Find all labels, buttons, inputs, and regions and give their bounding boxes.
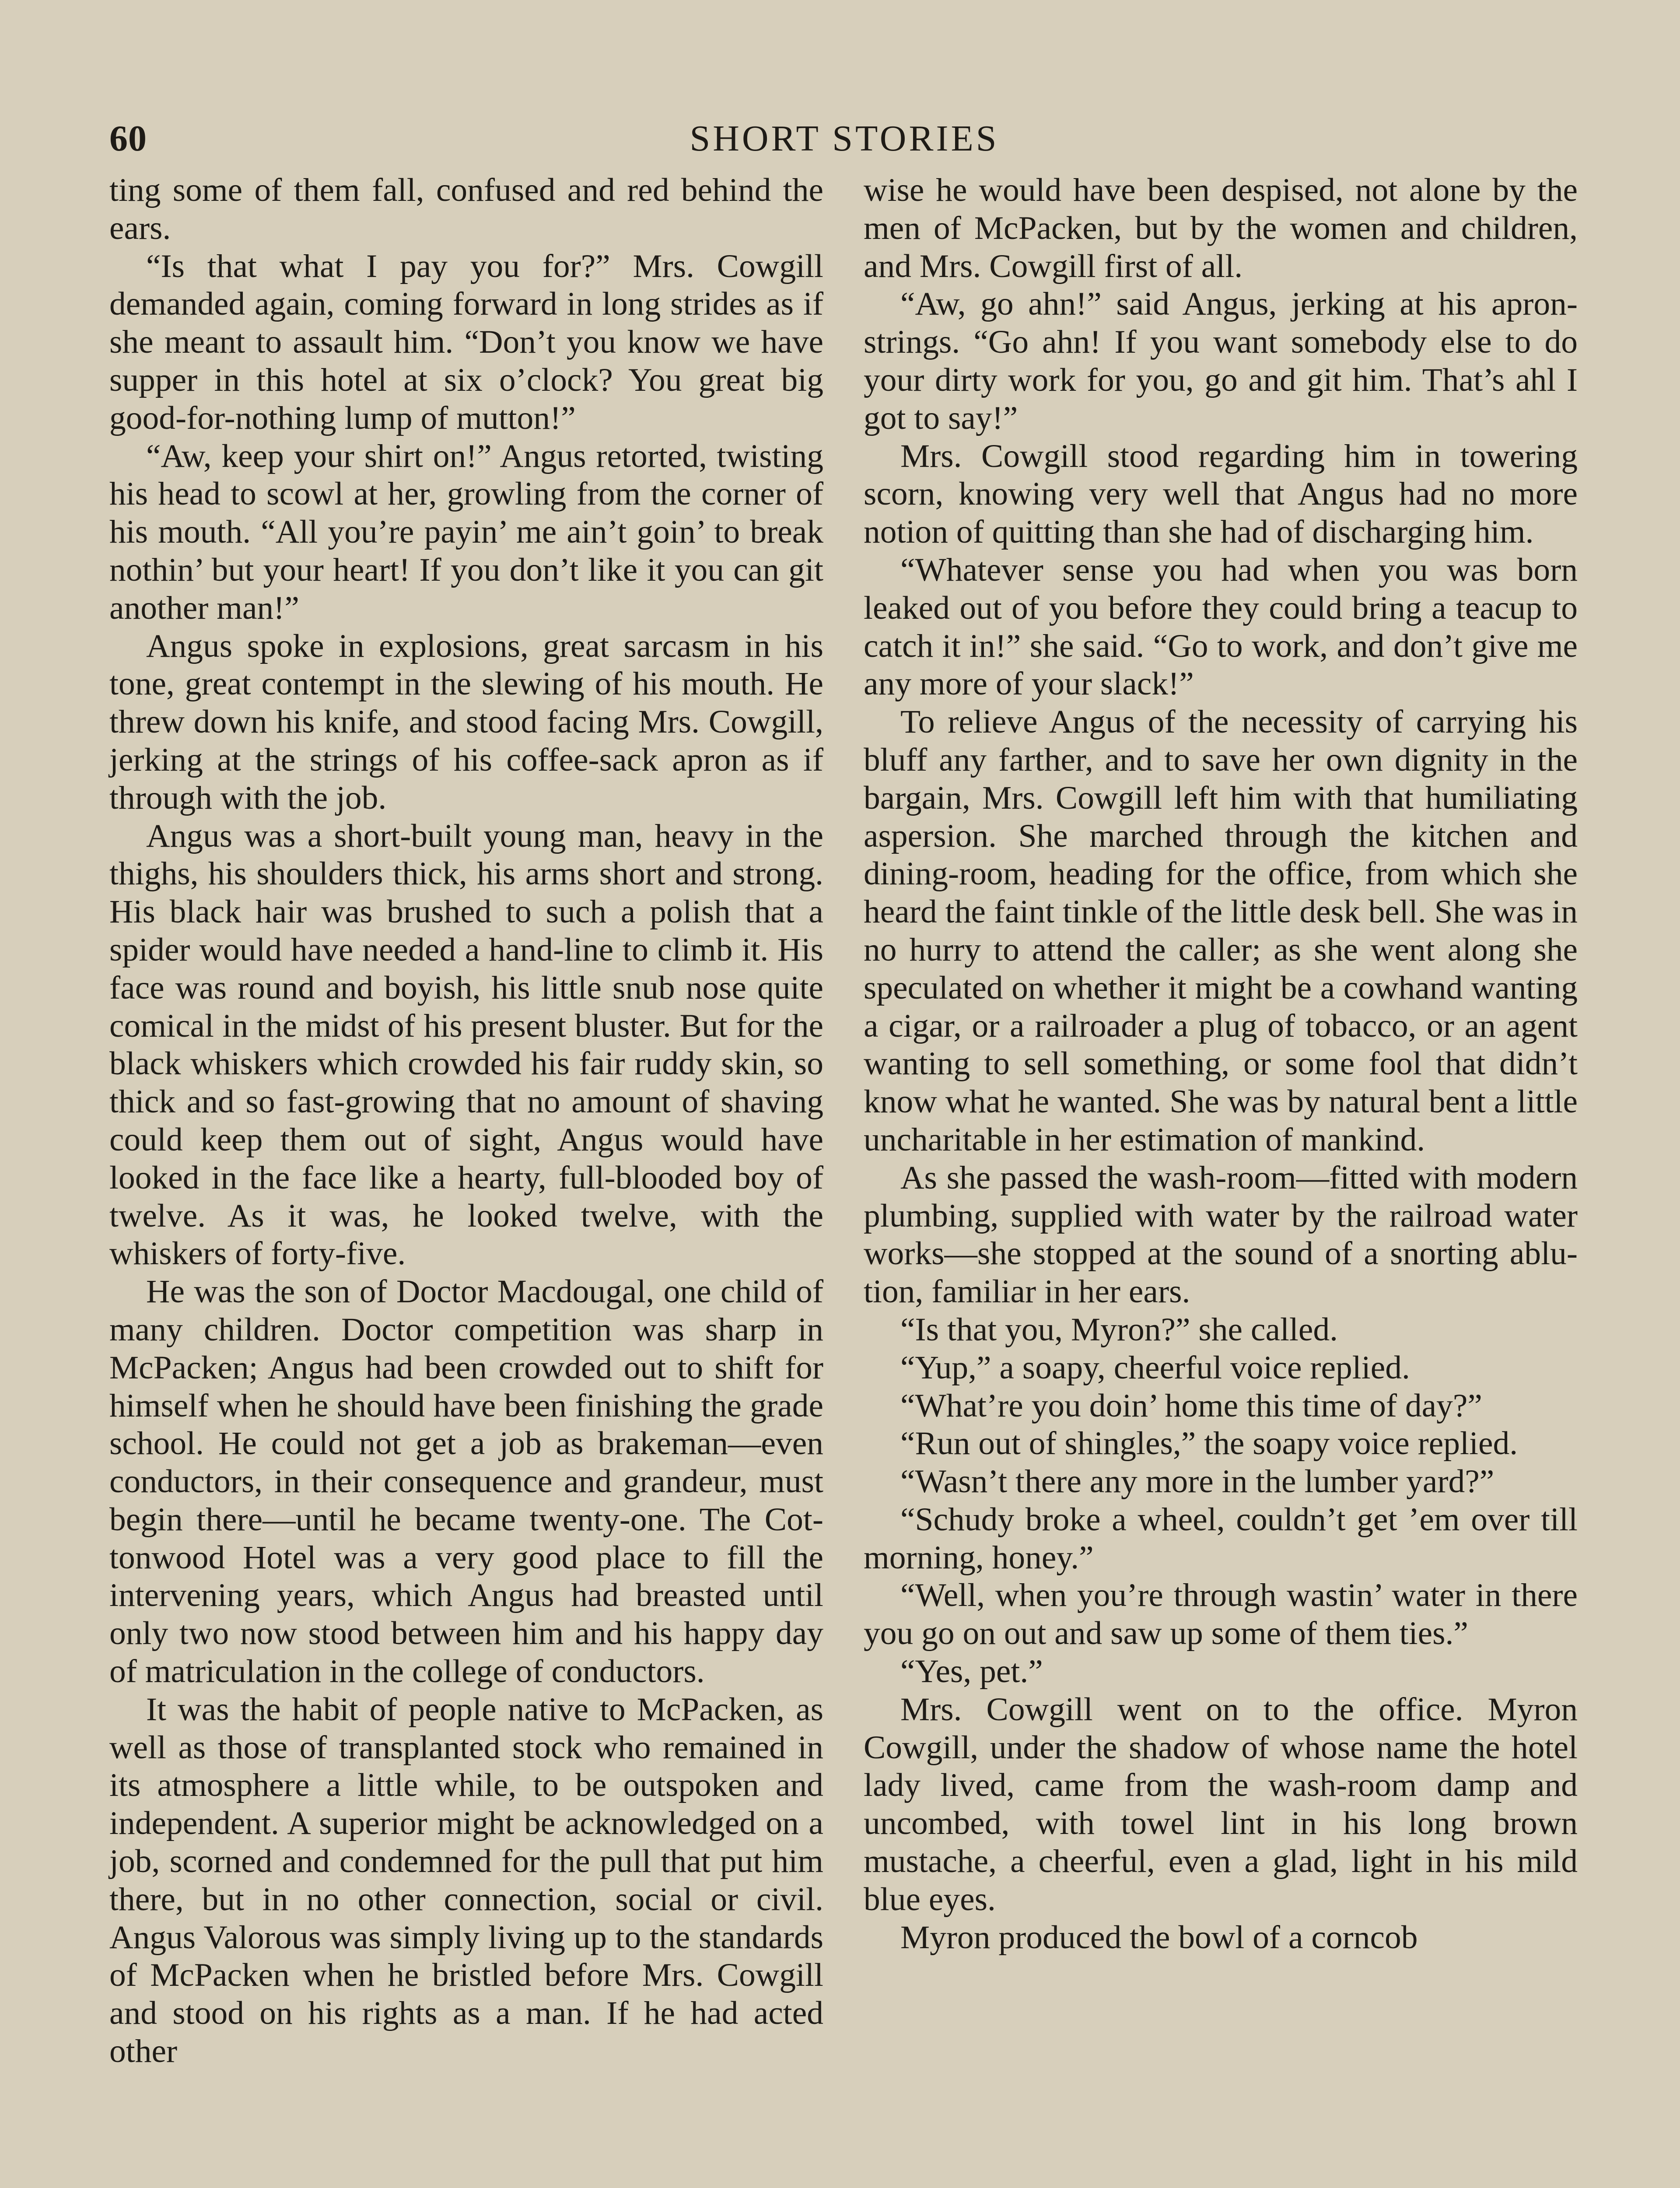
paragraph: “Is that you, Myron?” she called. xyxy=(900,1311,1338,1348)
right-text-column xyxy=(864,172,1578,1957)
paragraph: “Run out of shingles,” the soapy voice replied. xyxy=(900,1425,1518,1462)
paragraph: Angus spoke in explosions, great sarcasm in his tone, great contempt in the slewing of his mouth. He threw down his knife, and stood facing Mrs. Cowgill, jerking at the strings of his coffee-sack apron as if through with the job. xyxy=(109,628,823,816)
page-header xyxy=(109,117,1579,165)
left-text-column xyxy=(109,172,823,2071)
page-number: 60 xyxy=(109,118,147,159)
paragraph: “Aw, go ahn!” said Angus, jerking at his apron-strings. “Go ahn! If you want somebody else to do your dirty work for you, go and git him. That’s ahl I got to say!” xyxy=(864,286,1578,436)
paragraph: As she passed the wash-room—fitted with modern plumbing, supplied with water by the railroad water works—she stopped at the sound of a snorting ablution, familiar in her ears. xyxy=(864,1159,1578,1310)
paragraph: wise he would have been despised, not alone by the men of McPacken, but by the women and children, and Mrs. Cowgill first of all. xyxy=(864,172,1578,284)
paragraph: ting some of them fall, confused and red behind the ears. xyxy=(109,172,823,246)
paragraph: Mrs. Cowgill stood regarding him in towering scorn, knowing very well that Angus had no more notion of quitting than she had of discharging him. xyxy=(864,438,1578,551)
running-head: SHORT STORIES xyxy=(690,118,999,159)
paragraph: He was the son of Doctor Macdougal, one child of many children. Doctor competition was sharp in McPacken; Angus had been crowded out to shift for himself when he should have been finishing the grade school. He could not get a job as brakeman—even conductors, in their consequence and grandeur, must begin there—until he became twenty-one. The Cottonwood Hotel was a very good place to fill the intervening years, which Angus had breasted until only two now stood between him and his happy day of matriculation in the college of conductors. xyxy=(109,1273,823,1690)
paragraph: “Is that what I pay you for?” Mrs. Cowgill demanded again, coming forward in long strides as if she meant to assault him. “Don’t you know we have supper in this hotel at six o’clock? You great big good-for-nothing lump of mutton!” xyxy=(109,248,823,436)
paragraph: “Aw, keep your shirt on!” Angus retorted, twisting his head to scowl at her, growling from the corner of his mouth. “All you’re payin’ me ain’t goin’ to break nothin’ but your heart! If you don’t like it you can git another man!” xyxy=(109,438,823,626)
paragraph: Mrs. Cowgill went on to the office. Myron Cowgill, under the shadow of whose name the hotel lady lived, came from the wash-room damp and uncombed, with towel lint in his long brown mustache, a cheerful, even a glad, light in his mild blue eyes. xyxy=(864,1691,1578,1918)
paragraph: “Yup,” a soapy, cheerful voice replied. xyxy=(900,1349,1410,1386)
paragraph: “Schudy broke a wheel, couldn’t get ’em over till morning, honey.” xyxy=(864,1501,1578,1576)
paragraph: It was the habit of people native to McPacken, as well as those of transplanted stock who remained in its atmosphere a little while, to be outspoken and independent. A superior might be acknowledged on a job, scorned and condemned for the pull that put him there, but in no other connection, social or civil. Angus Valorous was simply living up to the standards of McPacken when he bristled before Mrs. Cowgill and stood on his rights as a man. If he had acted other xyxy=(109,1691,823,2070)
paragraph: Angus was a short-built young man, heavy in the thighs, his shoulders thick, his arms short and strong. His black hair was brushed to such a polish that a spider would have needed a hand-line to climb it. His face was round and boyish, his little snub nose quite comical in the midst of his present bluster. But for the black whiskers which crowded his fair ruddy skin, so thick and so fast-growing that no amount of shaving could keep them out of sight, Angus would have looked in the face like a hearty, full-blooded boy of twelve. As it was, he looked twelve, with the whiskers of forty-five. xyxy=(109,817,823,1272)
paragraph: To relieve Angus of the necessity of carrying his bluff any farther, and to save her own dignity in the bargain, Mrs. Cowgill left him with that humiliating aspersion. She marched through the kitchen and dining-room, heading for the office, from which she heard the faint tinkle of the little desk bell. She was in no hurry to attend the caller; as she went along she speculated on whether it might be a cowhand wanting a cigar, or a railroader a plug of tobacco, or an agent wanting to sell something, or some fool that didn’t know what he wanted. She was by natural bent a little uncharitable in her estimation of mankind. xyxy=(864,704,1578,1158)
paragraph: “Wasn’t there any more in the lumber yard?” xyxy=(900,1463,1494,1500)
paragraph: “What’re you doin’ home this time of day?” xyxy=(900,1387,1482,1424)
paragraph: Myron produced the bowl of a corncob xyxy=(900,1919,1418,1956)
paragraph: “Well, when you’re through wastin’ water in there you go on out and saw up some of them ties.” xyxy=(864,1577,1578,1652)
paragraph: “Whatever sense you had when you was born leaked out of you before they could bring a teacup to catch it in!” she said. “Go to work, and don’t give me any more of your slack!” xyxy=(864,551,1578,702)
paragraph: “Yes, pet.” xyxy=(900,1653,1043,1690)
